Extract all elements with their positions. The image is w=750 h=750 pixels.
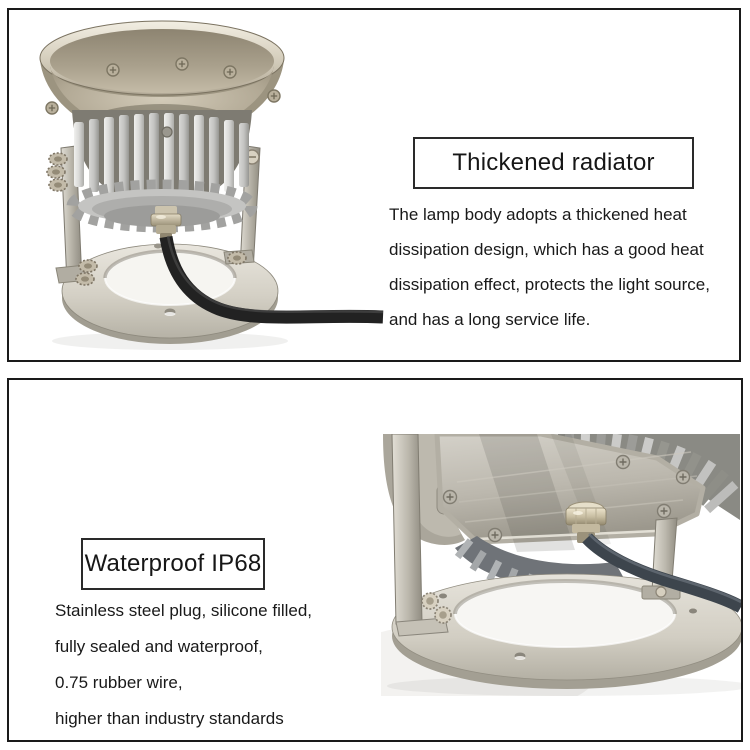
radiator-desc-line-2: dissipation design, which has a good heat [389, 240, 704, 259]
ring-hole-right [689, 609, 697, 614]
radiator-feature-panel [7, 8, 741, 362]
waterproof-feature-panel [7, 378, 743, 742]
waterproof-desc-line-1: Stainless steel plug, silicone filled, [55, 601, 313, 620]
waterproof-desc-line-4: higher than industry standards [55, 709, 284, 728]
waterproof-title: Waterproof IP68 [84, 550, 262, 577]
cable-gland [151, 206, 181, 240]
radiator-title-box [413, 137, 694, 189]
radiator-desc-line-3: dissipation effect, protects the light source, [389, 275, 710, 294]
waterproof-desc-line-2: fully sealed and waterproof, [55, 637, 263, 656]
waterproof-description [55, 593, 312, 737]
heatsink-center-screw [162, 127, 172, 137]
radiator-title: Thickened radiator [452, 149, 655, 176]
ring-hole-left [439, 594, 447, 599]
radiator-description [389, 197, 710, 337]
radiator-desc-line-4: and has a long service life. [389, 310, 591, 329]
waterproof-desc-line-3: 0.75 rubber wire, [55, 673, 183, 692]
radiator-desc-line-1: The lamp body adopts a thickened heat [389, 205, 687, 224]
waterproof-title-box [81, 538, 265, 590]
